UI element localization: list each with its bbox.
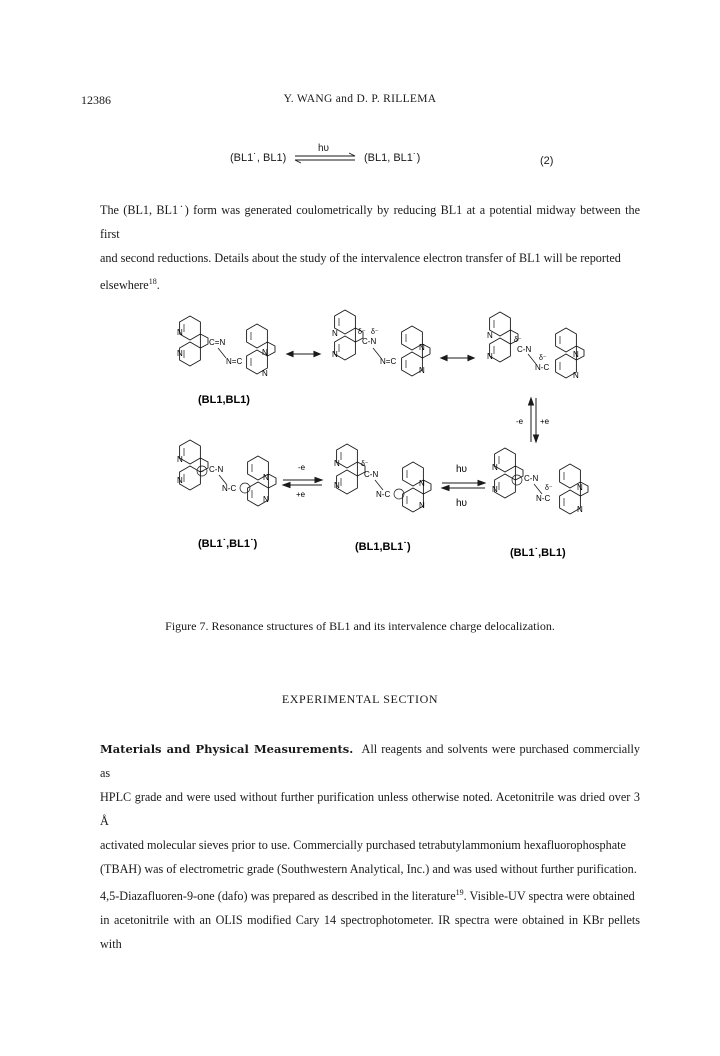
run-in-heading: Materials and Physical Measurements. bbox=[100, 742, 354, 756]
equation-right: (BL1, BL1˙) bbox=[364, 152, 421, 164]
paragraph-line: HPLC grade and were used without further purification unless otherwise noted. Acetonitrile was dried over 3 Å bbox=[100, 790, 640, 828]
paragraph-line: (TBAH) was of electrometric grade (Southwestern Analytical, Inc.) and was used without further purification. bbox=[100, 862, 637, 876]
atom-label: N bbox=[263, 473, 269, 482]
atom-label: N bbox=[487, 352, 493, 361]
atom-label: N bbox=[492, 485, 498, 494]
bond-label: N-C bbox=[376, 490, 391, 499]
atom-label: N bbox=[419, 479, 425, 488]
bond-label: C-N bbox=[209, 465, 224, 474]
bond-label: N=C bbox=[226, 357, 243, 366]
atom-label: N bbox=[262, 369, 268, 378]
partial-charge: δ⁻ bbox=[361, 461, 369, 468]
atom-label: N bbox=[577, 505, 583, 514]
atom-label: N bbox=[262, 348, 268, 357]
bond-label: C=N bbox=[209, 338, 226, 347]
section-title: EXPERIMENTAL SECTION bbox=[281, 692, 439, 706]
structure-label-bottom-middle: (BL1,BL1˙) bbox=[355, 541, 411, 553]
paragraph-line: in acetonitrile with an OLIS modified Cary 14 spectrophotometer. IR spectra were obtained in KBr pellets with bbox=[100, 913, 640, 952]
bond-label: N-C bbox=[222, 484, 237, 493]
atom-label: N bbox=[177, 328, 183, 337]
equilibrium-arrow bbox=[295, 153, 355, 163]
paragraph-line: activated molecular sieves prior to use. Commercially purchased tetrabutylammonium hexafluorophosphate bbox=[100, 838, 626, 852]
arrow-label-hv: hυ bbox=[456, 498, 468, 509]
figure-resonance-structures bbox=[0, 300, 720, 600]
redox-arrow-horizontal bbox=[283, 478, 322, 488]
arrow-label-hv: hυ bbox=[456, 464, 468, 475]
atom-label: N bbox=[177, 455, 183, 464]
bond-label: C-N bbox=[364, 470, 379, 479]
redox-arrow-vertical bbox=[529, 398, 539, 442]
bond-label: C-N bbox=[517, 345, 532, 354]
atom-label: N bbox=[573, 371, 579, 380]
partial-charge: δ⁻ bbox=[539, 355, 547, 362]
charge-circle bbox=[512, 475, 522, 485]
atom-label: N bbox=[577, 483, 583, 492]
structure-bottom-left bbox=[177, 440, 276, 506]
atom-label: N bbox=[332, 350, 338, 359]
structure-bottom-right bbox=[492, 448, 588, 514]
resonance-arrow bbox=[441, 356, 474, 361]
atom-label: N bbox=[419, 501, 425, 510]
equation-left: (BL1˙, BL1) bbox=[230, 152, 287, 164]
figure-caption: Figure 7. Resonance structures of BL1 and its intervalence charge delocalization. bbox=[165, 619, 555, 633]
structure-bottom-middle bbox=[334, 444, 431, 512]
bond-label: N-C bbox=[535, 363, 550, 372]
atom-label: N bbox=[573, 350, 579, 359]
partial-charge: δ⁻ bbox=[358, 329, 366, 336]
paragraph-line bbox=[100, 881, 640, 908]
structure-top-middle bbox=[332, 310, 430, 376]
text-run: . bbox=[156, 278, 160, 293]
structure-label-bottom-left: (BL1˙,BL1˙) bbox=[198, 538, 258, 550]
paragraph-line: and second reductions. Details about the study of the intervalence electron transfer of BL1 will be reported bbox=[100, 251, 621, 265]
arrow-label-minus-e: -e bbox=[516, 417, 524, 426]
arrow-label-minus-e: -e bbox=[298, 463, 306, 472]
paragraph-line bbox=[100, 270, 640, 297]
structure-label-bottom-right: (BL1˙,BL1) bbox=[510, 547, 566, 559]
atom-label: N bbox=[487, 331, 493, 340]
atom-label: N bbox=[334, 459, 340, 468]
running-header-authors: Y. WANG and D. P. RILLEMA bbox=[283, 93, 437, 105]
equation-2 bbox=[0, 142, 720, 182]
atom-label: N bbox=[419, 343, 425, 352]
paragraph-intervalence bbox=[100, 198, 640, 297]
atom-label: N bbox=[263, 495, 269, 504]
bond-label: C-N bbox=[524, 474, 539, 483]
equation-arrow-label: hυ bbox=[318, 143, 330, 154]
paragraph-materials bbox=[100, 737, 640, 956]
bond-label: C-N bbox=[362, 337, 377, 346]
resonance-arrow bbox=[287, 352, 320, 357]
atom-label: N bbox=[419, 366, 425, 375]
atom-label: N bbox=[334, 481, 340, 490]
equation-number: (2) bbox=[540, 155, 554, 167]
partial-charge: δ⁻ bbox=[371, 329, 379, 336]
partial-charge: δ⁻ bbox=[545, 485, 553, 492]
paragraph-line: The (BL1, BL1˙) form was generated coulometrically by reducing BL1 at a potential midway between the first bbox=[100, 203, 640, 241]
arrow-label-plus-e: +e bbox=[540, 417, 550, 426]
photo-arrow-horizontal bbox=[442, 481, 485, 491]
bond-label: N-C bbox=[536, 494, 551, 503]
bond-label: N=C bbox=[380, 357, 397, 366]
structure-label-top-left: (BL1,BL1) bbox=[198, 394, 250, 406]
text-run: All reagents and solvents were purchased commercially as bbox=[100, 742, 641, 780]
reference-superscript: 18 bbox=[148, 277, 157, 286]
arrow-label-plus-e: +e bbox=[296, 490, 306, 499]
text-run: 4,5-Diazafluoren-9-one (dafo) was prepared as described in the literature bbox=[100, 889, 456, 904]
text-run: . Visible-UV spectra were obtained bbox=[463, 889, 635, 904]
structure-top-right bbox=[487, 312, 584, 380]
paragraph-line bbox=[100, 737, 640, 785]
reference-superscript: 19 bbox=[455, 888, 464, 897]
atom-label: N bbox=[177, 349, 183, 358]
text-run: elsewhere bbox=[100, 278, 149, 293]
partial-charge: δ⁻ bbox=[514, 337, 522, 344]
atom-label: N bbox=[332, 329, 338, 338]
atom-label: N bbox=[177, 476, 183, 485]
charge-sign: − bbox=[199, 467, 204, 476]
page-number: 12386 bbox=[81, 93, 111, 107]
atom-label: N bbox=[492, 463, 498, 472]
structure-top-left bbox=[177, 316, 275, 378]
